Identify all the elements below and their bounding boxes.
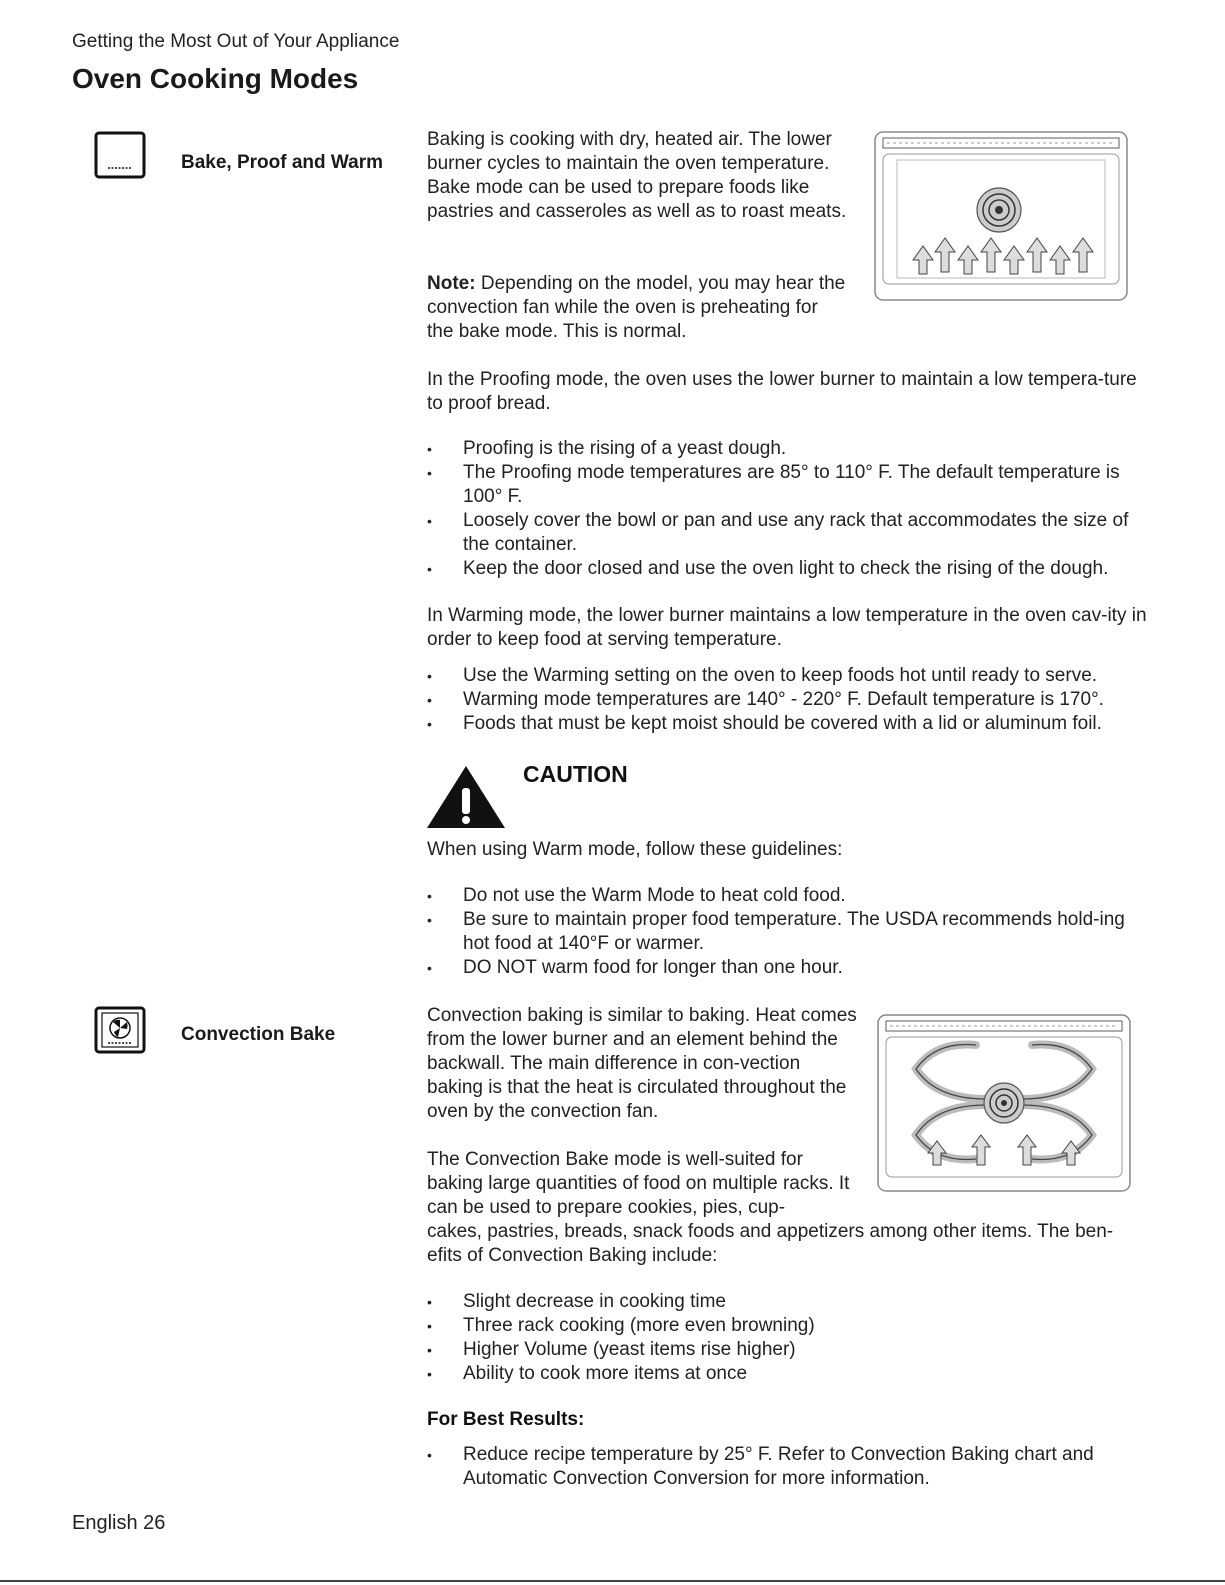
mode-label-bake: Bake, Proof and Warm (181, 152, 384, 173)
list-item: • Ability to cook more items at once (427, 1362, 1147, 1386)
convection-benefits (427, 1290, 1147, 1386)
list-item: • Warming mode temperatures are 140° - 220° F. Default temperature is 170°. (427, 688, 1147, 712)
list-item: • DO NOT warm food for longer than one hour. (427, 956, 1147, 980)
note-label: Note: (427, 273, 476, 294)
page-number: English 26 (72, 1512, 166, 1534)
list-item: • Use the Warming setting on the oven to keep foods hot until ready to serve. (427, 664, 1147, 688)
list-item: • Be sure to maintain proper food temperature. The USDA recommends hold-ing hot food at 140°F or warmer. (427, 908, 1147, 956)
list-item: • Three rack cooking (more even browning) (427, 1314, 1147, 1338)
bottom-divider (0, 1580, 1225, 1582)
mode-label-convection: Convection Bake (181, 1024, 336, 1045)
section-header: Getting the Most Out of Your Appliance (72, 31, 400, 52)
convection-oven-illustration (876, 1013, 1132, 1193)
list-item: • Reduce recipe temperature by 25° F. Refer to Convection Baking chart and Automatic Convection Conversion for more information. (427, 1443, 1127, 1491)
warm-bullets (427, 664, 1147, 736)
list-item: • Keep the door closed and use the oven light to check the rising of the dough. (427, 557, 1147, 581)
list-item: • The Proofing mode temperatures are 85° to 110° F. The default temperature is 100° F. (427, 461, 1147, 509)
bake-intro: Baking is cooking with dry, heated air. The lower burner cycles to maintain the oven temperature. Bake mode can be used to prepare foods like pastries and casseroles as well as to roast meats. (427, 129, 847, 222)
page-title: Oven Cooking Modes (72, 63, 359, 94)
warning-triangle-icon (425, 764, 507, 830)
best-results-heading: For Best Results: (427, 1409, 585, 1430)
best-results-bullets (427, 1443, 1127, 1491)
list-item: • Higher Volume (yeast items rise higher) (427, 1338, 1147, 1362)
caution-title: CAUTION (523, 761, 628, 787)
caution-bullets (427, 884, 1147, 980)
convection-para2b: cakes, pastries, breads, snack foods and appetizers among other items. The ben-efits of Convection Baking include: (427, 1221, 1114, 1266)
convection-para2a: The Convection Bake mode is well-suited for baking large quantities of food on multiple racks. It can be used to prepare cookies, pies, cup- (427, 1149, 850, 1218)
list-item: • Loosely cover the bowl or pan and use any rack that accommodates the size of the container. (427, 509, 1147, 557)
caution-intro: When using Warm mode, follow these guidelines: (427, 839, 843, 860)
list-item: • Slight decrease in cooking time (427, 1290, 1147, 1314)
bake-oven-illustration (873, 130, 1129, 302)
convection-mode-icon (94, 1006, 146, 1054)
proof-intro: In the Proofing mode, the oven uses the lower burner to maintain a low tempera-ture to proof bread. (427, 369, 1137, 414)
warm-intro: In Warming mode, the lower burner maintains a low temperature in the oven cav-ity in order to keep food at serving temperature. (427, 605, 1147, 650)
list-item: • Proofing is the rising of a yeast dough. (427, 437, 1147, 461)
bake-note (427, 272, 847, 344)
proof-bullets (427, 437, 1147, 581)
list-item: • Foods that must be kept moist should be covered with a lid or aluminum foil. (427, 712, 1147, 736)
note-text: Depending on the model, you may hear the convection fan while the oven is preheating for the bake mode. This is normal. (427, 273, 846, 342)
bake-mode-icon (94, 131, 146, 179)
list-item: • Do not use the Warm Mode to heat cold food. (427, 884, 1147, 908)
convection-intro: Convection baking is similar to baking. Heat comes from the lower burner and an element behind the backwall. The main difference in con-vection baking is that the heat is circulated throughout the oven by the convection fan. (427, 1005, 857, 1122)
